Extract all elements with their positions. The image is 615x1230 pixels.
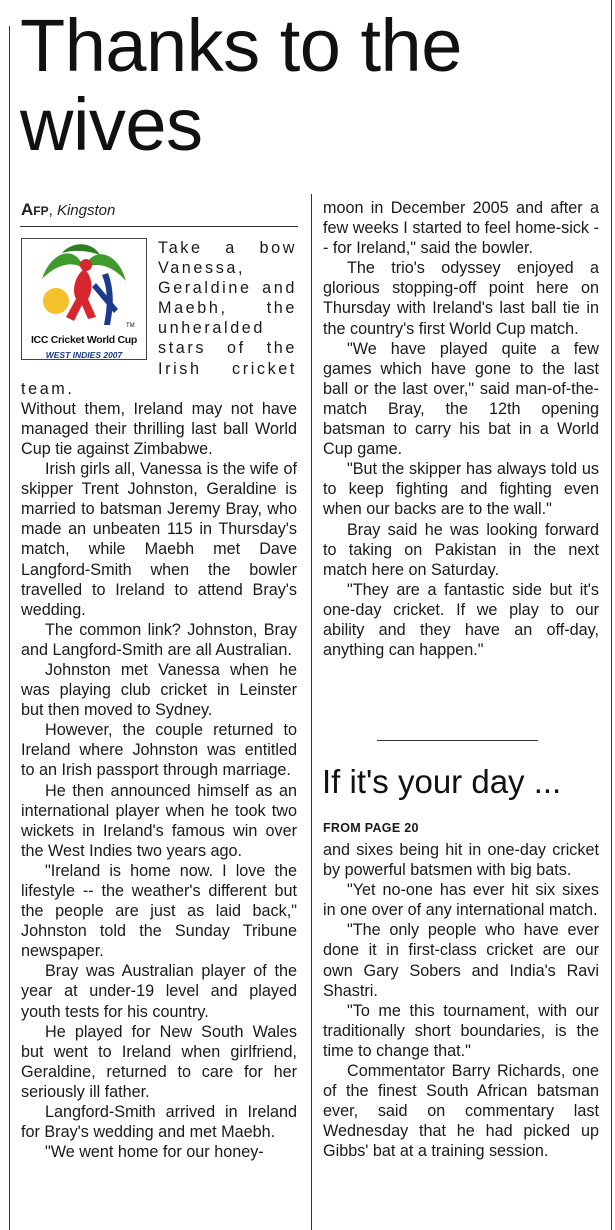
middle-column-rule <box>311 194 312 1230</box>
byline-rule <box>20 226 298 227</box>
story-paragraph: "To me this tournament, with our traditionally short boundaries, is the time to change that." <box>323 1001 599 1060</box>
story-paragraph: However, the couple returned to Ireland where Johnston was entitled to an Irish passport through marriage. <box>21 721 297 780</box>
left-column-rule <box>9 26 10 1230</box>
world-cup-logo-emblem <box>22 239 146 331</box>
story-paragraph: Commentator Barry Richards, one of the finest South African batsman ever, said on commentary last Wednesday that he had picked up Gibbs' bat at a training session. <box>323 1062 599 1161</box>
logo-subtitle: WEST INDIES 2007 <box>45 350 123 360</box>
second-story-column <box>323 840 599 1162</box>
cricketer-figure-icon <box>66 269 96 321</box>
story-paragraph: "They are a fantastic side but it's one-day cricket. If we play to our ability and they have an off-day, anything can happen." <box>323 580 599 660</box>
sun-icon <box>43 288 69 314</box>
story-paragraph: Bray said he was looking forward to taking on Pakistan in the next match here on Saturday. <box>323 520 599 579</box>
story-paragraph: Without them, Ireland may not have managed their thrilling last ball World Cup tie against Zimbabwe. <box>21 399 297 458</box>
story-paragraph: "The only people who have ever done it in first-class cricket are our own Gary Sobers and India's Ravi Shastri. <box>323 921 599 1000</box>
palm-leaf-icon <box>62 244 100 255</box>
logo-title: ICC Cricket World Cup <box>30 334 138 346</box>
story-paragraph: and sixes being hit in one-day cricket by powerful batsmen with big bats. <box>323 841 599 880</box>
second-story-headline: If it's your day ... <box>322 763 562 800</box>
story-paragraph: "But the skipper has always told us to keep fighting and fighting even when our backs are to the wall." <box>323 460 599 519</box>
world-cup-logo <box>21 238 147 360</box>
right-column-rule <box>611 0 612 1230</box>
story-paragraph-continued: moon in December 2005 and after a few weeks I started to feel home-sick -- for Ireland," said the bowler. <box>323 199 599 258</box>
story-separator-rule <box>377 740 538 741</box>
story-paragraph: "Ireland is home now. I love the lifestyle -- the weather's different but the people are just as laid back," Johnston told the Sunday Tribune newspaper. <box>21 861 297 961</box>
main-story-column-1 <box>21 238 297 1162</box>
story-paragraph: Johnston met Vanessa when he was playing club cricket in Leinster but then moved to Sydney. <box>21 660 297 720</box>
story-paragraph: "Yet no-one has ever hit six sixes in one over of any international match. <box>323 881 599 920</box>
headline: Thanks to the wives <box>20 4 462 166</box>
cricket-bat-icon <box>92 283 118 313</box>
story-paragraph: The trio's odyssey enjoyed a glorious stopping-off point here on Thursday with Ireland's last ball tie in the country's first World Cup match. <box>323 259 599 338</box>
story-paragraph: Langford-Smith arrived in Ireland for Bray's wedding and met Maebh. <box>21 1103 297 1142</box>
byline: Afp, Kingston <box>21 200 116 219</box>
story-paragraph: He played for New South Wales but went to Ireland when girlfriend, Geraldine, returned to care for her seriously ill father. <box>21 1022 297 1101</box>
story-paragraph: "We have played quite a few games which have gone to the last ball or the last over," said man-of-the-match Bray, the 12th opening batsman to carry his bat in a World Cup game. <box>323 339 599 459</box>
story-paragraph: Irish girls all, Vanessa is the wife of skipper Trent Johnston, Geraldine is married to batsman Jeremy Bray, who made an unbeaten 115 in Thursday's match, while Maebh met Dave Langford-Smith when the bowler travelled to Ireland to attend Bray's wedding. <box>21 460 297 619</box>
palm-leaf-icon <box>42 253 84 279</box>
trademark-mark: TM <box>126 323 135 329</box>
byline-location: Kingston <box>56 202 116 219</box>
story-paragraph: He then announced himself as an international player when he took two wickets in Ireland's famous win over the West Indies two years ago. <box>21 781 297 860</box>
story-paragraph: The common link? Johnston, Bray and Langford-Smith are all Australian. <box>21 620 297 659</box>
main-story-column-2 <box>323 198 599 660</box>
story-paragraph: Bray was Australian player of the year at under-19 level and played youth tests for his country. <box>21 962 297 1021</box>
from-page-label: FROM PAGE 20 <box>323 821 419 835</box>
cricketer-head-icon <box>80 259 92 271</box>
story-paragraph-lead: Take a bow Vanessa, Geraldine and Maebh, the unheralded stars of the Irish cricket team. <box>21 239 297 398</box>
story-paragraph: "We went home for our honey- <box>45 1143 264 1162</box>
byline-source: Afp <box>21 200 49 219</box>
